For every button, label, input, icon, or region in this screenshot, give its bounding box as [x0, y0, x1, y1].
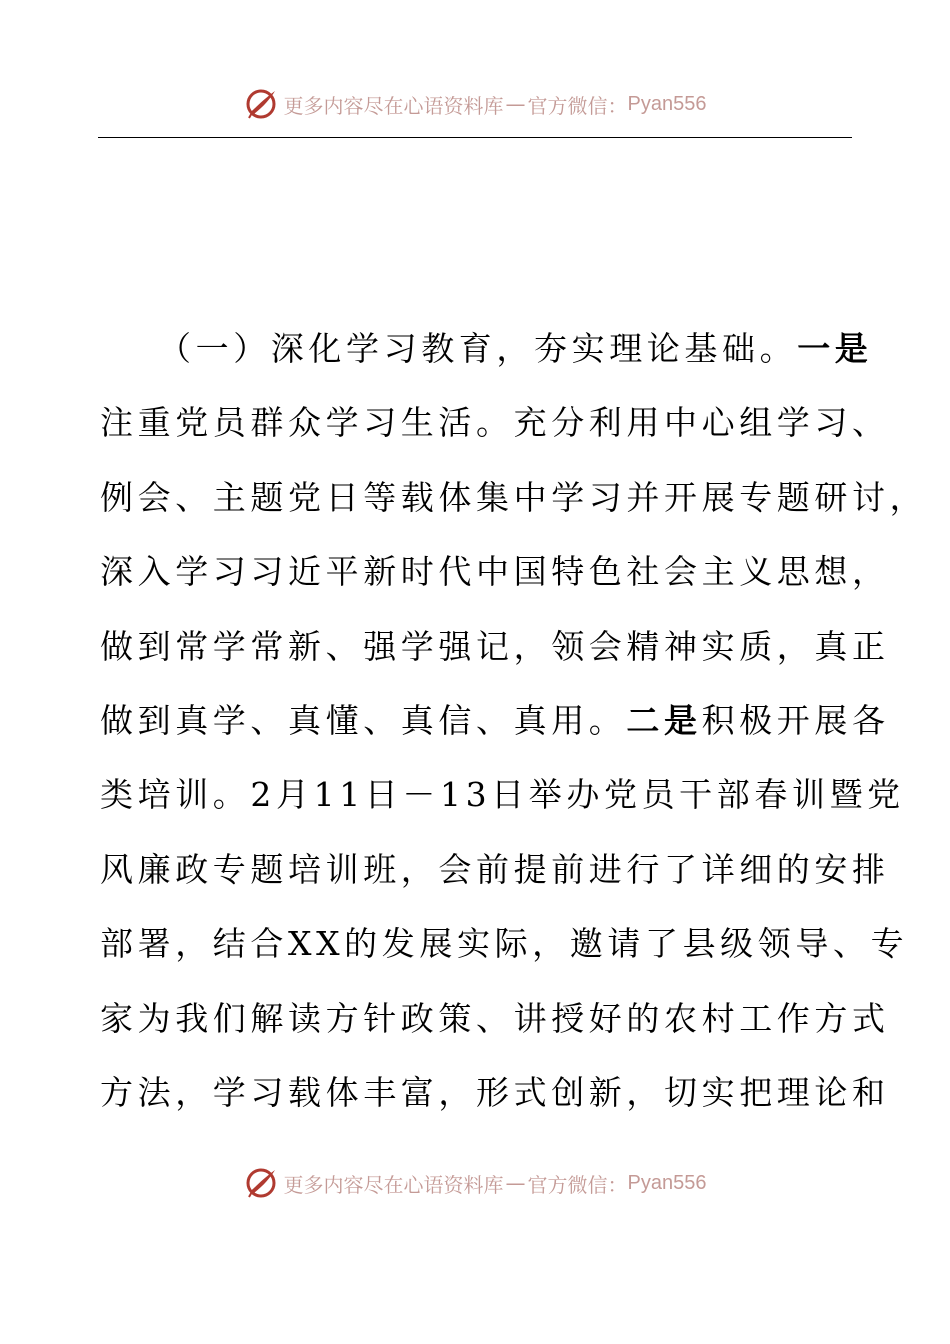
line-text: 方法，学习载体丰富，形式创新，切实把理论和 [100, 1072, 890, 1112]
text-line [100, 535, 890, 609]
header-rule [98, 137, 852, 138]
text-line [100, 833, 890, 907]
watermark-brand: 更多内容尽在心语资料库 [283, 1172, 504, 1197]
text-line [100, 684, 890, 758]
line-text: 家为我们解读方针政策、讲授好的农村工作方式 [100, 998, 890, 1038]
text-line [100, 1056, 890, 1130]
line-text: 做到常学常新、强学强记，领会精神实质，真正 [100, 626, 890, 666]
watermark-separator: — [505, 1171, 526, 1195]
quill-logo-icon [244, 1166, 278, 1200]
line-text: 深入学习习近平新时代中国特色社会主义思想， [100, 552, 890, 592]
emphasis-text: 二是 [626, 700, 702, 740]
line-text: 注重党员群众学习生活。充分利用中心组学习、 [100, 403, 890, 443]
text-line [100, 386, 890, 460]
line-text: 积极开展各 [701, 700, 890, 740]
emphasis-text: 一是 [797, 329, 873, 368]
watermark-wechat-id: Pyan556 [627, 92, 707, 115]
line-text: 风廉政专题培训班，会前提前进行了详细的安排 [100, 849, 890, 889]
watermark-brand: 更多内容尽在心语资料库 [283, 93, 504, 118]
text-line [100, 312, 873, 386]
watermark-wechat-label: 官方微信： [527, 93, 628, 118]
watermark-separator: — [505, 92, 526, 116]
quill-logo-icon [244, 87, 278, 121]
text-line [100, 610, 890, 684]
document-body [100, 312, 928, 1130]
header-watermark [0, 84, 950, 124]
watermark-wechat-label: 官方微信： [527, 1172, 628, 1197]
line-text: 部署，结合XX的发展实际，邀请了县级领导、专 [100, 924, 909, 964]
watermark-wechat-id: Pyan556 [627, 1171, 707, 1194]
text-line [100, 907, 909, 981]
line-text: 例会、主题党日等载体集中学习并开展专题研讨， [100, 477, 928, 517]
text-line [100, 758, 905, 832]
text-line [100, 982, 890, 1056]
text-line [100, 461, 928, 535]
footer-watermark [0, 1163, 950, 1203]
line-text: 做到真学、真懂、真信、真用。 [100, 700, 627, 740]
line-text: 类培训。2月11日－13日举办党员干部春训暨党 [100, 775, 905, 815]
line-text: （一）深化学习教育，夯实理论基础。 [158, 329, 798, 368]
